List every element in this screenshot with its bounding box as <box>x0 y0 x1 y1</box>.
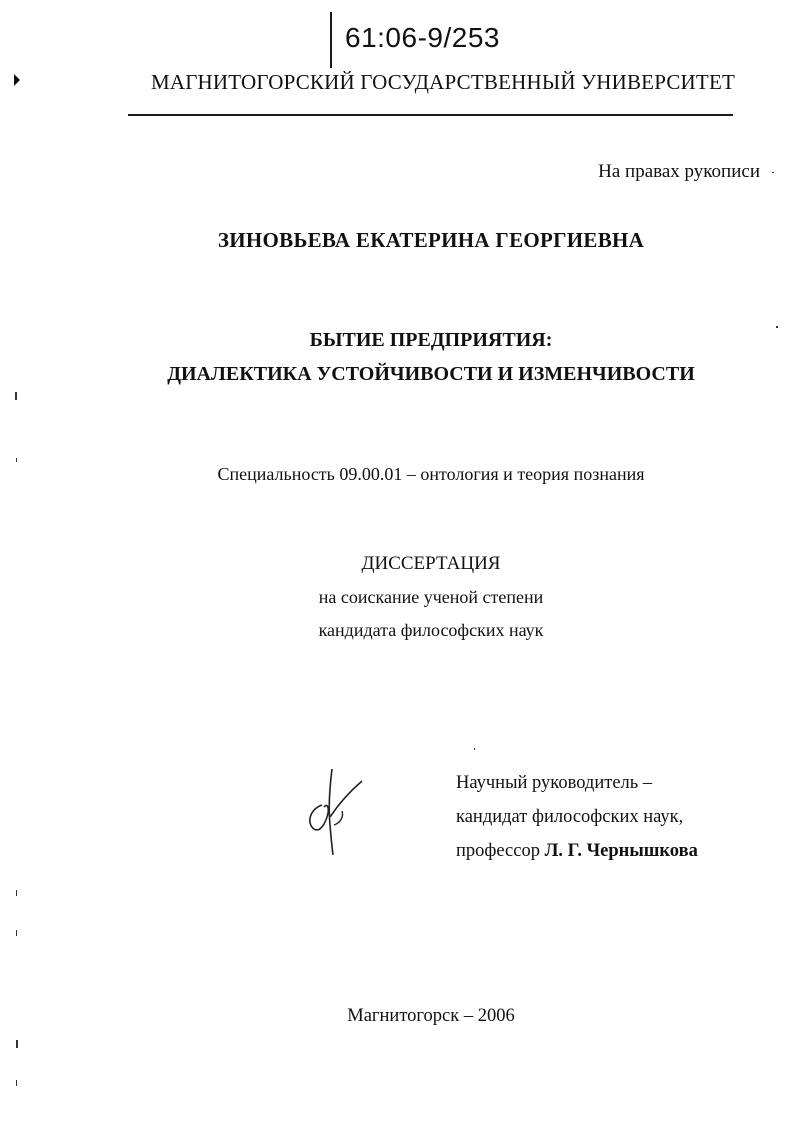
author-name: ЗИНОВЬЕВА ЕКАТЕРИНА ГЕОРГИЕВНА <box>217 228 645 252</box>
dissertation-title-line: ДИАЛЕКТИКА УСТОЙЧИВОСТИ И ИЗМЕНЧИВОСТИ <box>167 363 695 385</box>
scan-speck <box>16 890 17 896</box>
degree-line: кандидата философских наук <box>318 620 544 640</box>
supervisor-degree: кандидат философских наук, <box>456 807 684 827</box>
supervisor-name: Л. Г. Чернышкова <box>544 841 698 861</box>
scan-speck <box>15 392 17 400</box>
scan-speck <box>772 172 774 173</box>
scan-speck <box>16 458 17 462</box>
margin-triangle-icon <box>14 74 20 86</box>
archive-code: 61:06-9/253 <box>345 22 500 53</box>
scan-speck <box>474 748 475 750</box>
archive-stamp-bar <box>330 12 332 68</box>
city-year: Магнитогорск – 2006 <box>347 1006 515 1026</box>
university-name: МАГНИТОГОРСКИЙ ГОСУДАРСТВЕННЫЙ УНИВЕРСИТЕТ <box>150 70 736 94</box>
scan-speck <box>16 930 17 936</box>
dissertation-title-line: БЫТИЕ ПРЕДПРИЯТИЯ: <box>309 329 553 351</box>
scan-speck <box>16 1080 17 1086</box>
degree-line: на соискание ученой степени <box>318 587 544 607</box>
handwritten-signature-icon <box>300 765 370 860</box>
supervisor-rank: профессор <box>456 841 545 861</box>
header-rule <box>128 114 733 116</box>
dissertation-type: ДИССЕРТАЦИЯ <box>361 553 501 574</box>
supervisor-role: Научный руководитель – <box>456 773 653 793</box>
specialty: Специальность 09.00.01 – онтология и теория познания <box>217 464 645 484</box>
manuscript-note: На правах рукописи <box>598 161 760 182</box>
scan-speck <box>16 1040 18 1048</box>
scan-speck <box>776 326 778 328</box>
supervisor-title <box>456 841 698 862</box>
